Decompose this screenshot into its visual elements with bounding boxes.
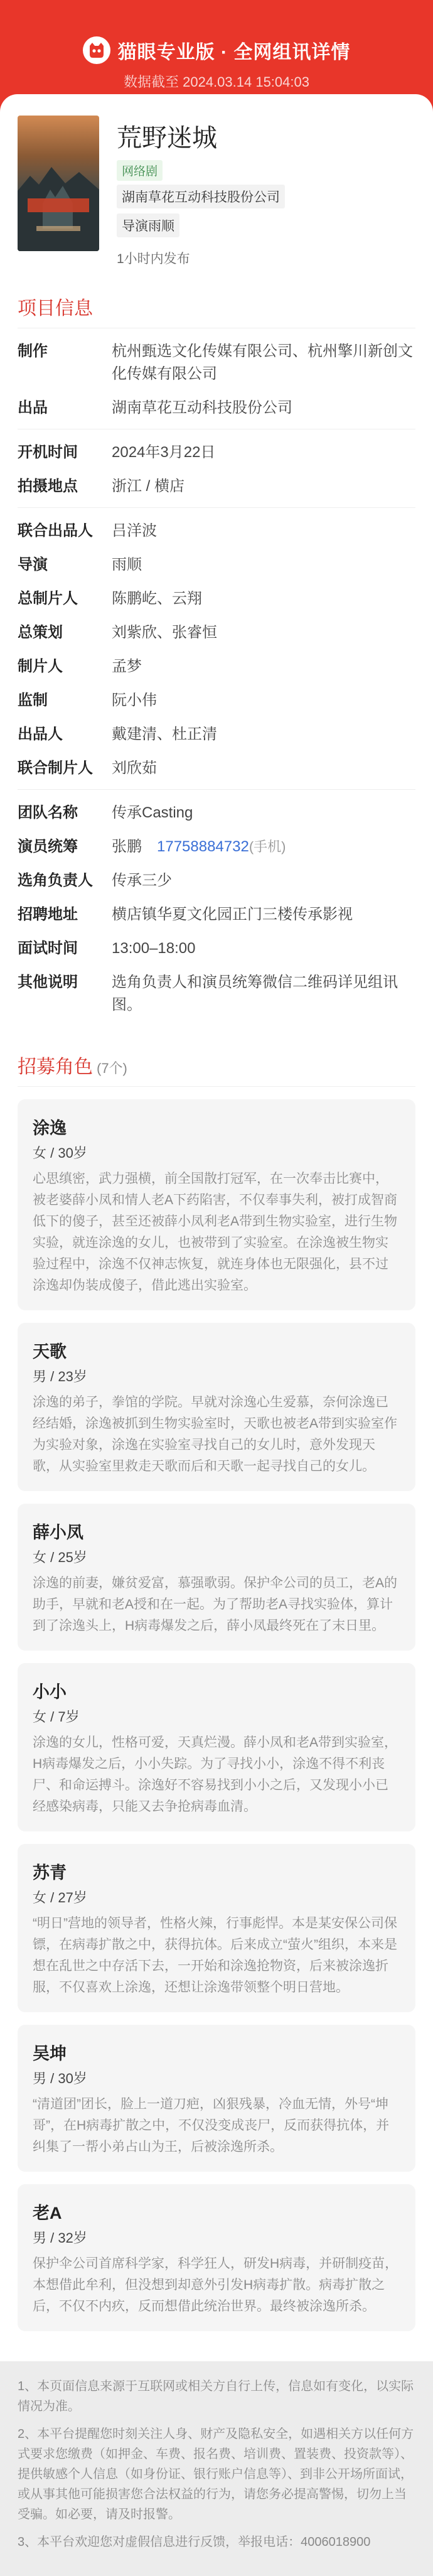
- disclaimer-text: 2、本平台提醒您时刻关注人身、财产及隐私安全，如遇相关方以任何方式要求您缴费（如押金、车费、报名费、培训费、置装费、投资款等）、提供敏感个人信息（如身份证、银行账户信息等）、到非公开场所面试，或从事其他可能损害您合法权益的行为，请您务必提高警惕，切勿上当受骗。如必要，请及时报警。: [18, 2427, 414, 2521]
- role-meta: 男 / 23岁: [33, 1369, 87, 1384]
- kv-key: 招聘地址: [18, 906, 78, 923]
- kv-row: [18, 436, 415, 470]
- disclaimer-text: 1、本页面信息来源于互联网或相关方自行上传，信息如有变化，以实际情况为准。: [18, 2379, 414, 2413]
- kv-row: [18, 650, 415, 684]
- kv-key: 制片人: [18, 658, 63, 675]
- kv-value: 横店镇华夏文化园正门三楼传承影视: [112, 906, 353, 923]
- role-description: “清道团”团长，脸上一道刀疤，凶狠残暴，冷血无情，外号“坤哥”，在H病毒扩散之中，不仅没变成丧尸，反而获得抗体，并纠集了一帮小弟占山为王，后被涂逸所杀。: [33, 2097, 390, 2154]
- kv-value: 孟梦: [112, 658, 142, 675]
- role-description: 涂逸的弟子，拳馆的学院。早就对涂逸心生爱慕，奈何涂逸已经结婚，涂逸被抓到生物实验室时，天歌也被老A带到实验室作为实验对象，涂逸在实验室寻找自己的女儿时，意外发现天歌，从实验室里救走天歌而后和天歌一起寻找自己的女儿。: [33, 1395, 398, 1474]
- role-description: 涂逸的前妻，嫌贫爱富，慕强歌弱。保护伞公司的员工，老A的助手，早就和老A授和在一起。为了帮助老A寻找实验体，算计到了涂逸头上，H病毒爆发之后，薛小凤最终死在了末日里。: [33, 1576, 398, 1633]
- kv-key: 团队名称: [18, 804, 78, 821]
- kv-key: 其他说明: [18, 974, 78, 991]
- role-description: 涂逸的女儿，性格可爱，天真烂漫。薛小凤和老A带到实验室，H病毒爆发之后，小小失踪。为了寻找小小，涂逸不得不利丧尸、和命运搏斗。涂逸好不容易找到小小之后，又发现小小已经感染病毒，只能又去争抢病毒血清。: [33, 1735, 398, 1814]
- kv-row: [18, 616, 415, 650]
- kv-key: 总策划: [18, 624, 63, 641]
- crew-group: [18, 508, 415, 790]
- phone-note: (手机): [249, 839, 286, 854]
- company-label: 湖南草花互动科技股份公司: [117, 185, 285, 208]
- kv-row: [18, 752, 415, 785]
- coordinator-name: 张鹏: [112, 838, 142, 855]
- roles-count: (7个): [97, 1060, 127, 1076]
- kv-row: [18, 830, 415, 864]
- kv-key: 出品: [18, 399, 48, 416]
- kv-key: 出品人: [18, 726, 63, 743]
- kv-row: [18, 898, 415, 932]
- role-card: [18, 1504, 415, 1651]
- kv-value: 2024年3月22日: [112, 444, 216, 461]
- role-card: [18, 1099, 415, 1310]
- kv-row: [18, 932, 415, 966]
- kv-row: [18, 864, 415, 898]
- kv-value: 雨顺: [112, 556, 142, 573]
- kv-row: [18, 796, 415, 830]
- director-label: 导演雨顺: [117, 213, 179, 237]
- kv-row: [18, 335, 415, 391]
- kv-value: 刘紫欣、张睿恒: [112, 624, 217, 641]
- role-name: 老A: [33, 2204, 62, 2223]
- kv-value: 13:00–18:00: [112, 940, 196, 957]
- kv-key: 制作: [18, 343, 48, 360]
- kv-value: 陈鹏屹、云翔: [112, 590, 202, 607]
- team-name: 传承Casting: [112, 804, 193, 821]
- cat-face-icon: [83, 36, 110, 64]
- divider: [18, 1086, 415, 1087]
- project-info-title-text: 项目信息: [18, 298, 93, 319]
- role-name: 小小: [33, 1683, 67, 1701]
- footer-disclaimer: [0, 2361, 433, 2576]
- publish-time: 1小时内发布: [117, 252, 190, 266]
- kv-value: 戴建清、杜正清: [112, 726, 217, 743]
- data-timestamp: 数据截至 2024.03.14 15:04:03: [124, 74, 309, 90]
- roles-title-text: 招募角色: [18, 1057, 93, 1077]
- detail-card: [0, 94, 433, 2361]
- role-name: 天歌: [33, 1342, 67, 1361]
- kv-key: 拍摄地点: [18, 478, 78, 495]
- kv-row: [18, 548, 415, 582]
- kv-row: [18, 391, 415, 425]
- role-card: [18, 2184, 415, 2331]
- role-meta: 女 / 30岁: [33, 1145, 87, 1161]
- kv-value: 阮小伟: [112, 692, 157, 709]
- movie-header: [18, 116, 415, 267]
- kv-value: 湖南草花互动科技股份公司: [112, 399, 292, 416]
- production-group: [18, 328, 415, 429]
- role-card: [18, 1844, 415, 2012]
- kv-key: 面试时间: [18, 940, 78, 957]
- role-meta: 男 / 32岁: [33, 2230, 87, 2246]
- role-description: 心思缜密，武力强横，前全国散打冠军，在一次奉击比赛中，被老婆薛小凤和情人老A下药陷害，不仅奉事失利，被打成智商低下的傻子，甚至还被薛小凤利老A带到生物实验室，进行生物实验，就连涂逸的女儿，也被带到了实验室。在涂逸被生物实验过程中，涂逸不仅神志恢复，就连身体也无限强化，县不过涂逸却伪装成傻子，借此逃出实验室。: [33, 1172, 398, 1293]
- role-name: 薛小凤: [33, 1523, 83, 1542]
- kv-key: 联合出品人: [18, 522, 93, 539]
- movie-title: 荒野迷城: [117, 124, 217, 152]
- role-name: 苏青: [33, 1863, 67, 1882]
- kv-value: 选角负责人和演员统筹微信二维码详见组讯图。: [112, 974, 398, 1013]
- kv-value: 刘欣茹: [112, 760, 157, 777]
- role-description: 保护伞公司首席科学家，科学狂人，研发H病毒，并研制疫苗，本想借此牟利，但没想到却意外引发H病毒扩散。病毒扩散之后，不仅不内疚，反而想借此统治世界。最终被涂逸所杀。: [33, 2256, 398, 2314]
- kv-row: [18, 582, 415, 616]
- kv-value: 传承三少: [112, 872, 172, 889]
- kv-value: [112, 836, 415, 858]
- brand-title: 猫眼专业版 · 全网组讯详情: [117, 42, 351, 63]
- role-meta: 女 / 7岁: [33, 1709, 80, 1725]
- roles-title: [18, 1051, 415, 1079]
- casting-team-group: [18, 790, 415, 1026]
- kv-row: [18, 684, 415, 718]
- genre-tag: 网络剧: [117, 160, 163, 181]
- brand-row: [0, 36, 433, 64]
- role-meta: 女 / 27岁: [33, 1890, 87, 1905]
- kv-row: [18, 718, 415, 752]
- kv-key: 联合制片人: [18, 760, 93, 777]
- movie-poster[interactable]: [18, 116, 99, 251]
- kv-key: 导演: [18, 556, 48, 573]
- role-description: “明日”营地的领导者，性格火辣，行事彪悍。本是某安保公司保镖，在病毒扩散之中，获得抗体。后来成立“萤火”组织，本来是想在乱世之中存活下去，一开始和涂逸抢物资，后来被涂逸折服，不仅喜欢上涂逸，还想让涂逸带领整个明日营地。: [33, 1916, 397, 1995]
- report-hotline[interactable]: 3、本平台欢迎您对虚假信息进行反馈，举报电话：4006018900: [18, 2535, 371, 2549]
- kv-key: 选角负责人: [18, 872, 93, 889]
- kv-value: 浙江 / 横店: [112, 478, 185, 495]
- role-card: [18, 1663, 415, 1831]
- role-meta: 男 / 30岁: [33, 2071, 87, 2086]
- role-list: [18, 1099, 415, 2331]
- movie-info: [117, 116, 415, 267]
- role-meta: 女 / 25岁: [33, 1549, 87, 1565]
- role-name: 涂逸: [33, 1119, 67, 1138]
- schedule-group: [18, 429, 415, 508]
- kv-row: [18, 470, 415, 504]
- kv-key: 开机时间: [18, 444, 78, 461]
- role-name: 吴坤: [33, 2044, 67, 2063]
- role-card: [18, 1323, 415, 1491]
- role-card: [18, 2025, 415, 2172]
- kv-value: 杭州甄选文化传媒有限公司、杭州擎川新创文化传媒有限公司: [112, 343, 413, 382]
- phone-link[interactable]: 17758884732: [157, 838, 249, 855]
- kv-value: 吕洋波: [112, 522, 157, 539]
- kv-key: 演员统筹: [18, 838, 78, 855]
- kv-row: [18, 966, 415, 1022]
- kv-key: 监制: [18, 692, 48, 709]
- kv-row: [18, 514, 415, 548]
- project-info-title: [18, 293, 415, 320]
- kv-key: 总制片人: [18, 590, 78, 607]
